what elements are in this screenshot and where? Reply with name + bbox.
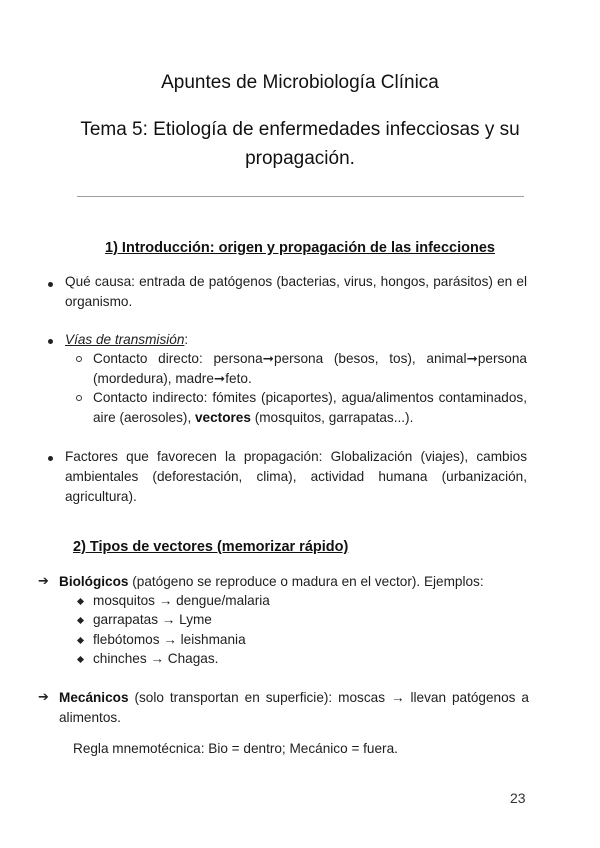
horizontal-divider — [77, 196, 524, 197]
diamond-bullet-icon — [77, 656, 84, 663]
list-item-example: mosquitos → dengue/malaria — [93, 593, 270, 608]
mnemonic-rule: Regla mnemotécnica: Bio = dentro; Mecánico = fuera. — [73, 741, 398, 756]
page-number: 23 — [510, 790, 526, 806]
bullet-dot-icon — [48, 339, 53, 344]
bullet-dot-icon — [48, 282, 53, 287]
mechanical-description: (solo transportan en superficie): moscas → llevan patógenos a alimentos. — [59, 690, 529, 725]
indirect-text-pre: Contacto indirecto: fómites (picaportes), agua/alimentos contaminados, aire (aerosoles), — [93, 390, 527, 425]
sub-bullet-direct-contact: Contacto directo: persona➞persona (besos, tos), animal➞persona (mordedura), madre➞feto. — [93, 351, 527, 386]
biological-description: (patógeno se reproduce o madura en el vector). Ejemplos: — [128, 574, 484, 589]
sub-bullet-indirect-contact — [93, 388, 527, 428]
bullet-cause: Qué causa: entrada de patógenos (bacterias, virus, hongos, parásitos) en el organismo. — [65, 274, 527, 309]
list-item-example: flebótomos → leishmania — [93, 632, 246, 647]
topic-title: Tema 5: Etiología de enfermedades infecciosas y su propagación. — [80, 119, 520, 169]
mechanical-vectors — [59, 688, 529, 728]
arrow-right-icon: ➔ — [38, 689, 49, 704]
sub-bullet-circle-icon — [76, 356, 82, 362]
section-heading-introduction: 1) Introducción: origen y propagación de las infecciones — [105, 240, 495, 256]
vectores-bold: vectores — [195, 410, 251, 425]
bullet-transmission — [65, 330, 527, 350]
bullet-factors: Factores que favorecen la propagación: Globalización (viajes), cambios ambientales (deforestación, clima), actividad humana (urbanización, agricultura). — [65, 449, 527, 504]
mechanical-bold: Mecánicos — [59, 690, 129, 705]
bullet-dot-icon — [48, 456, 53, 461]
course-title: Apuntes de Microbiología Clínica — [161, 72, 439, 93]
transmission-label: Vías de transmisión — [65, 332, 185, 347]
biological-vectors — [59, 572, 529, 592]
indirect-text-post: (mosquitos, garrapatas...). — [250, 410, 414, 425]
sub-bullet-circle-icon — [76, 395, 82, 401]
diamond-bullet-icon — [77, 617, 84, 624]
arrow-right-icon: ➔ — [38, 573, 49, 588]
list-item-example: garrapatas → Lyme — [93, 612, 212, 627]
diamond-bullet-icon — [77, 637, 84, 644]
diamond-bullet-icon — [77, 598, 84, 605]
list-item-example: chinches → Chagas. — [93, 651, 219, 666]
transmission-colon: : — [184, 332, 189, 347]
section-heading-vector-types: 2) Tipos de vectores (memorizar rápido) — [73, 539, 349, 555]
biological-bold: Biológicos — [59, 574, 129, 589]
